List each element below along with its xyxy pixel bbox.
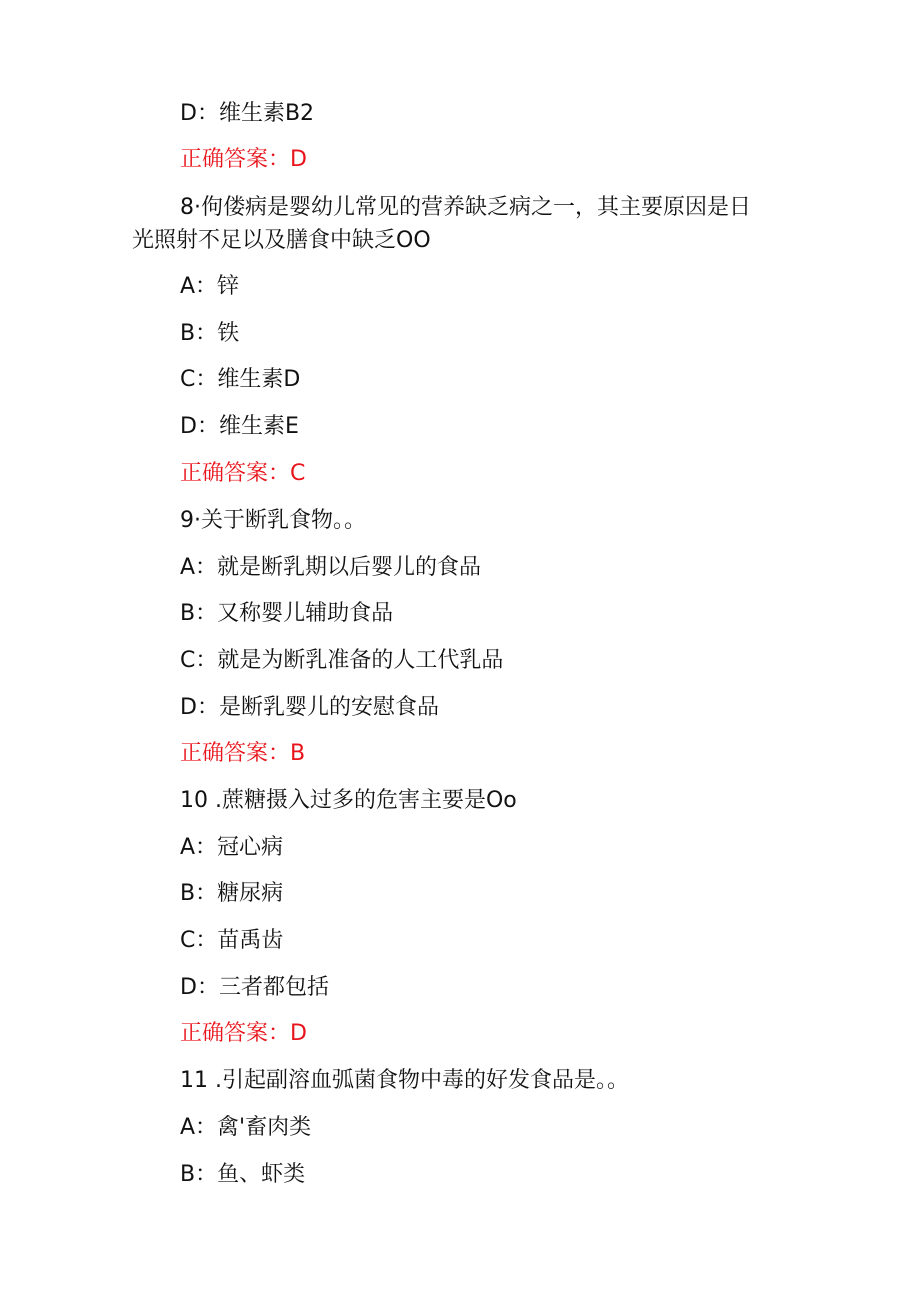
q9-option-d: D：是断乳婴儿的安慰食品 — [180, 695, 439, 720]
q11-option-a: A：禽'畜肉类 — [180, 1115, 312, 1140]
q10-option-b: B：糖尿病 — [180, 881, 284, 906]
q8-option-a: A：锌 — [180, 274, 240, 299]
q10-option-d: D：三者都包括 — [180, 975, 329, 1000]
q11-question: 11 .引起副溶血弧菌食物中毒的好发食品是。。 — [180, 1068, 629, 1093]
q7-answer: 正确答案：D — [180, 147, 307, 172]
q8-option-b: B：铁 — [180, 321, 240, 346]
q8-question-line1: 8·佝偻病是婴幼儿常见的营养缺乏病之一，其主要原因是日 — [180, 195, 751, 220]
q9-question: 9·关于断乳食物。。 — [180, 508, 366, 533]
q10-option-c: C：苗禹齿 — [180, 928, 284, 953]
q10-answer: 正确答案：D — [180, 1021, 307, 1046]
q8-option-d: D：维生素E — [180, 414, 299, 439]
q8-option-c: C：维生素D — [180, 367, 301, 392]
q10-question: 10 .蔗糖摄入过多的危害主要是Oo — [180, 788, 517, 813]
q9-option-b: B：又称婴儿辅助食品 — [180, 601, 394, 626]
q9-option-c: C：就是为断乳准备的人工代乳品 — [180, 648, 504, 673]
q11-option-b: B：鱼、虾类 — [180, 1162, 306, 1187]
q10-option-a: A：冠心病 — [180, 835, 284, 860]
q9-option-a: A：就是断乳期以后婴儿的食品 — [180, 555, 482, 580]
q8-question-line2: 光照射不足以及膳食中缺乏OO — [132, 228, 431, 253]
q8-answer: 正确答案：C — [180, 461, 306, 486]
q9-answer: 正确答案：B — [180, 741, 306, 766]
q7-option-d: D：维生素B2 — [180, 101, 315, 126]
